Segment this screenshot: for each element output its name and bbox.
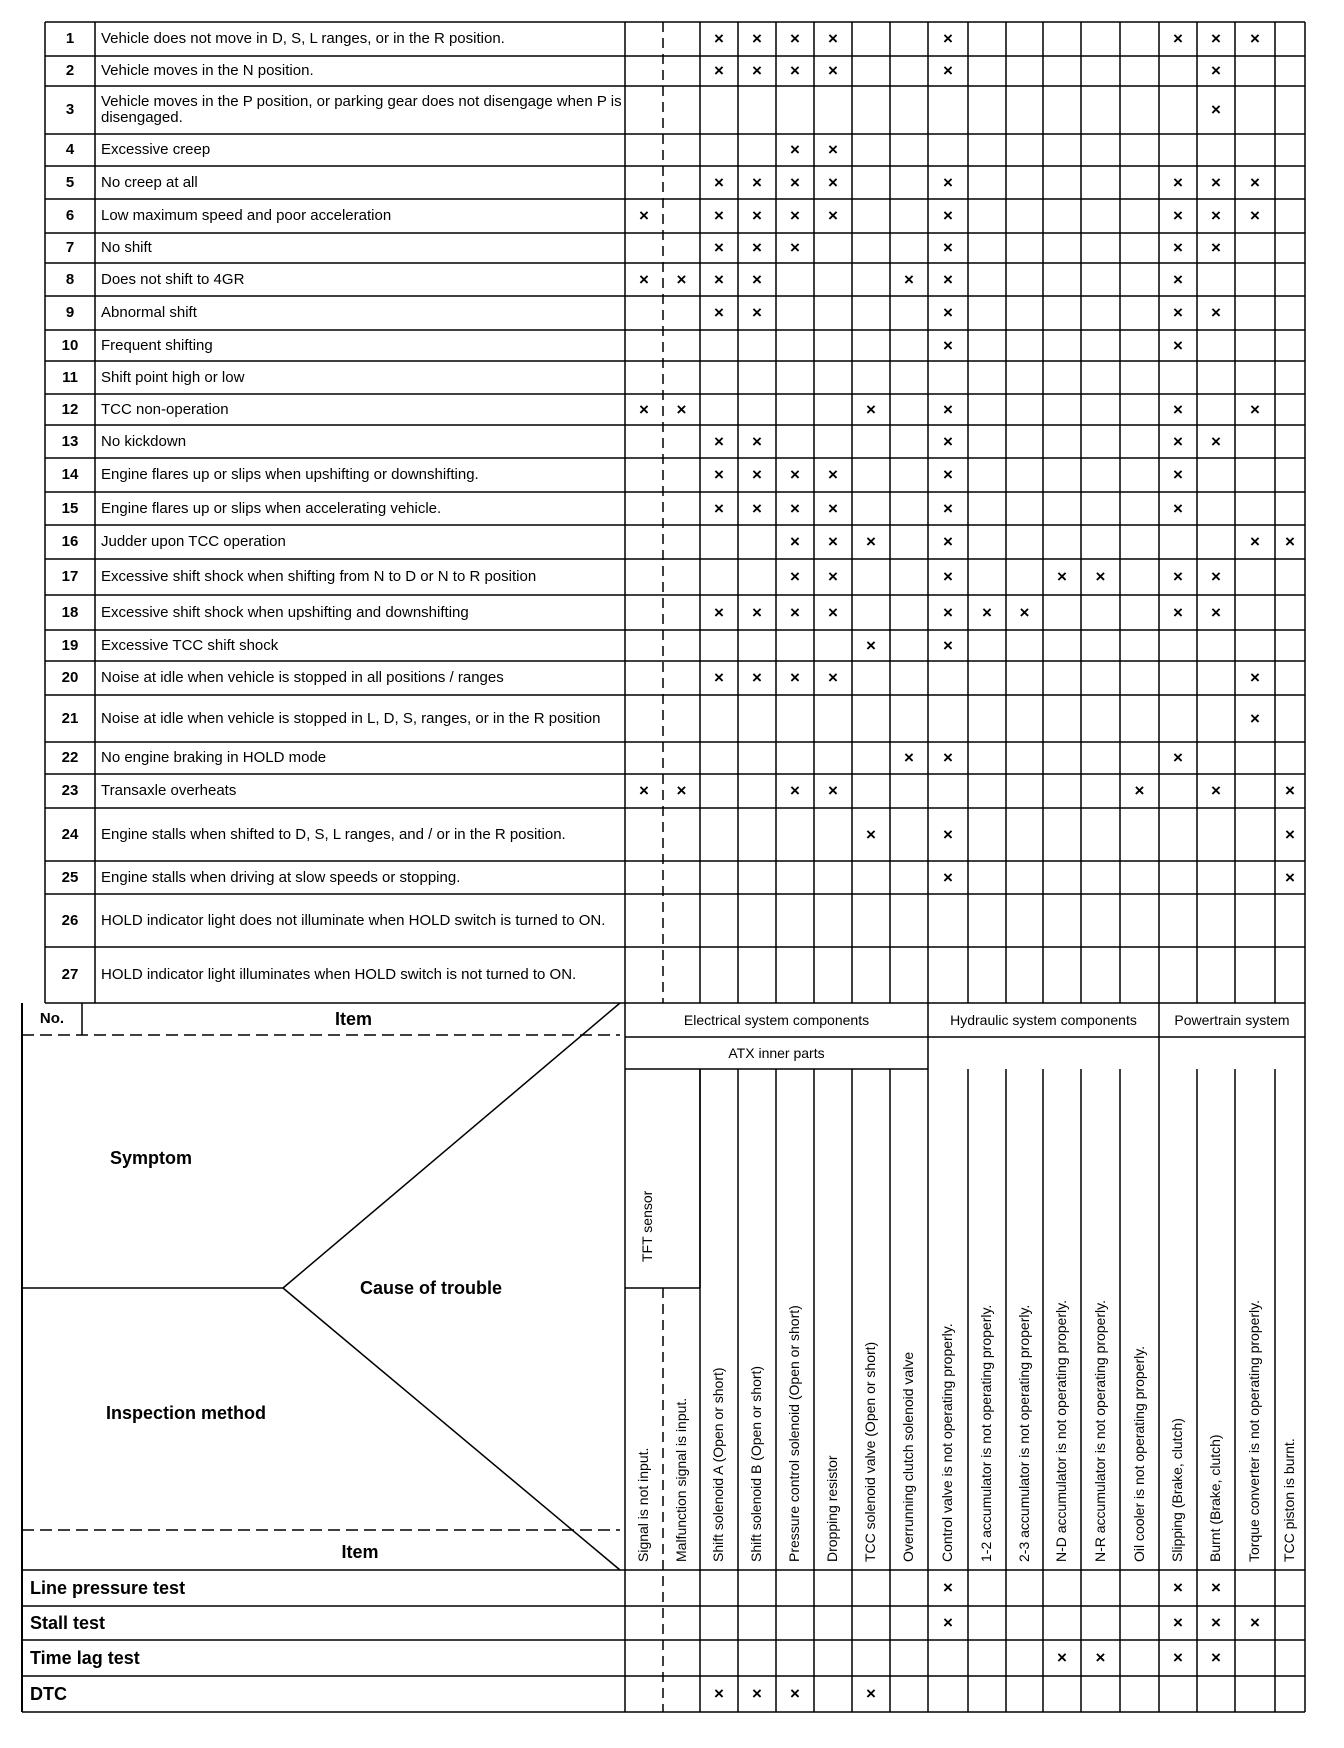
cross-mark: ×	[943, 532, 953, 552]
cross-mark: ×	[752, 238, 762, 258]
cross-mark: ×	[752, 465, 762, 485]
symptom-text: Abnormal shift	[101, 304, 197, 322]
cross-mark: ×	[828, 567, 838, 587]
cross-mark: ×	[714, 61, 724, 81]
cross-mark: ×	[1285, 824, 1295, 844]
symptom-text: Vehicle moves in the P position, or parking gear does not disengage when P is disengaged.	[101, 93, 622, 126]
cross-mark: ×	[1211, 1578, 1221, 1598]
cross-mark: ×	[1211, 29, 1221, 49]
cross-mark: ×	[828, 781, 838, 801]
cross-mark: ×	[1285, 532, 1295, 552]
cross-mark: ×	[828, 465, 838, 485]
cause-column-label: Shift solenoid A (Open or short)	[710, 1367, 726, 1562]
cross-mark: ×	[752, 668, 762, 688]
cross-mark: ×	[714, 465, 724, 485]
cross-mark: ×	[1173, 29, 1183, 49]
row-number: 22	[61, 749, 79, 767]
cross-mark: ×	[1211, 567, 1221, 587]
cross-mark: ×	[1173, 399, 1183, 419]
cross-mark: ×	[866, 824, 876, 844]
symptom-text: Low maximum speed and poor acceleration	[101, 207, 392, 225]
row-number: 15	[61, 499, 79, 517]
symptom-label: Symptom	[110, 1147, 193, 1168]
cross-mark: ×	[1250, 29, 1260, 49]
cause-column-label: TCC piston is burnt.	[1281, 1438, 1297, 1562]
cross-mark: ×	[1250, 1613, 1260, 1633]
cross-mark: ×	[1019, 602, 1030, 622]
cross-mark: ×	[752, 1684, 762, 1704]
cause-column-label: Burnt (Brake, clutch)	[1207, 1434, 1223, 1562]
subgroup-atx: ATX inner parts	[728, 1044, 825, 1061]
cross-mark: ×	[790, 602, 800, 622]
cause-column-label: Malfunction signal is input.	[672, 1397, 689, 1562]
cross-mark: ×	[1211, 431, 1221, 451]
cross-mark: ×	[1173, 748, 1183, 768]
cross-mark: ×	[752, 29, 762, 49]
cross-mark: ×	[1211, 238, 1221, 258]
row-number: 18	[61, 603, 79, 621]
cross-mark: ×	[866, 1684, 876, 1704]
cross-mark: ×	[639, 206, 649, 226]
cross-mark: ×	[1250, 399, 1260, 419]
symptom-text: TCC non-operation	[101, 400, 229, 418]
cross-mark: ×	[790, 567, 800, 587]
cross-mark: ×	[828, 172, 838, 192]
cross-mark: ×	[1285, 781, 1295, 801]
row-number: 6	[65, 207, 75, 225]
cross-mark: ×	[943, 1613, 953, 1633]
cross-mark: ×	[1173, 303, 1183, 323]
cross-mark: ×	[714, 269, 724, 289]
symptom-text: Frequent shifting	[101, 336, 213, 354]
symptom-text: Engine flares up or slips when accelerating vehicle.	[101, 499, 442, 517]
cross-mark: ×	[714, 602, 724, 622]
cross-mark: ×	[790, 29, 800, 49]
row-number: 17	[61, 568, 79, 586]
cross-mark: ×	[1173, 602, 1183, 622]
symptom-text: No creep at all	[101, 173, 198, 191]
cross-mark: ×	[752, 206, 762, 226]
cross-mark: ×	[1285, 867, 1295, 887]
test-label: Time lag test	[30, 1647, 140, 1668]
cross-mark: ×	[943, 498, 953, 518]
cross-mark: ×	[752, 498, 762, 518]
item-header: Item	[334, 1008, 372, 1029]
cross-mark: ×	[676, 781, 687, 801]
group-powertrain: Powertrain system	[1174, 1011, 1290, 1028]
cross-mark: ×	[1173, 238, 1183, 258]
cross-mark: ×	[1173, 1648, 1183, 1668]
row-number: 9	[65, 304, 75, 322]
inspection-label: Inspection method	[106, 1402, 267, 1423]
cause-column-label: Dropping resistor	[824, 1455, 840, 1562]
cross-mark: ×	[1173, 498, 1183, 518]
cross-mark: ×	[1211, 303, 1221, 323]
cross-mark: ×	[828, 668, 838, 688]
cross-mark: ×	[790, 238, 800, 258]
cross-mark: ×	[639, 399, 649, 419]
cross-mark: ×	[714, 668, 724, 688]
cross-mark: ×	[943, 61, 953, 81]
cross-mark: ×	[1095, 1648, 1106, 1668]
cross-mark: ×	[866, 532, 876, 552]
cross-mark: ×	[1250, 668, 1260, 688]
cross-mark: ×	[943, 29, 953, 49]
cross-mark: ×	[1057, 567, 1067, 587]
item-bottom-label: Item	[341, 1541, 379, 1562]
cross-mark: ×	[752, 303, 762, 323]
row-number: 16	[61, 533, 79, 551]
cross-mark: ×	[1173, 567, 1183, 587]
cross-mark: ×	[943, 303, 953, 323]
cross-mark: ×	[714, 498, 724, 518]
row-number: 13	[61, 432, 79, 450]
cross-mark: ×	[828, 498, 838, 518]
row-number: 2	[65, 62, 75, 80]
cross-mark: ×	[943, 431, 953, 451]
cause-label: Cause of trouble	[360, 1277, 503, 1298]
cross-mark: ×	[1211, 602, 1221, 622]
row-number: 8	[65, 270, 75, 288]
symptom-text: Noise at idle when vehicle is stopped in L, D, S, ranges, or in the R position	[101, 709, 601, 727]
cross-mark: ×	[714, 303, 724, 323]
cause-column-label: Slipping (Brake, clutch)	[1169, 1418, 1185, 1562]
cross-mark: ×	[1211, 172, 1221, 192]
cross-mark: ×	[1250, 206, 1260, 226]
cross-mark: ×	[982, 602, 992, 622]
cross-mark: ×	[1173, 206, 1183, 226]
cross-mark: ×	[1211, 1648, 1221, 1668]
cross-mark: ×	[904, 269, 914, 289]
cross-mark: ×	[1173, 465, 1183, 485]
symptom-text: Excessive shift shock when upshifting and downshifting	[101, 603, 469, 621]
cross-mark: ×	[943, 269, 953, 289]
group-electrical: Electrical system components	[683, 1011, 870, 1028]
row-number: 20	[61, 669, 79, 687]
cross-mark: ×	[828, 532, 838, 552]
cross-mark: ×	[943, 635, 953, 655]
cross-mark: ×	[1173, 269, 1183, 289]
cross-mark: ×	[752, 269, 762, 289]
cause-column-label: Torque converter is not operating properly.	[1246, 1300, 1262, 1562]
cause-column-label: Signal is not input.	[635, 1447, 651, 1562]
cross-mark: ×	[943, 602, 953, 622]
cross-mark: ×	[943, 335, 953, 355]
cross-mark: ×	[1173, 431, 1183, 451]
cross-mark: ×	[943, 399, 953, 419]
cross-mark: ×	[790, 498, 800, 518]
cross-mark: ×	[1211, 61, 1221, 81]
cross-mark: ×	[1211, 1613, 1221, 1633]
row-number: 27	[61, 966, 79, 984]
symptom-text: No engine braking in HOLD mode	[101, 749, 327, 767]
cross-mark: ×	[1057, 1648, 1067, 1668]
cross-mark: ×	[1134, 781, 1145, 801]
cross-mark: ×	[790, 465, 800, 485]
row-number: 12	[61, 400, 79, 418]
row-number: 3	[65, 101, 75, 119]
cross-mark: ×	[790, 140, 800, 160]
cross-mark: ×	[676, 269, 687, 289]
cross-mark: ×	[866, 635, 876, 655]
cross-mark: ×	[828, 602, 838, 622]
row-number: 1	[65, 30, 75, 48]
cross-mark: ×	[714, 238, 724, 258]
row-number: 7	[65, 239, 75, 257]
cause-column-label: Shift solenoid B (Open or short)	[748, 1365, 764, 1562]
no-header: No.	[39, 1010, 65, 1028]
cross-mark: ×	[1173, 172, 1183, 192]
cause-column-label: N-R accumulator is not operating properly.	[1091, 1300, 1108, 1562]
cross-mark: ×	[828, 29, 838, 49]
cross-mark: ×	[943, 172, 953, 192]
cause-column-label: 1-2 accumulator is not operating properly.	[978, 1304, 994, 1562]
cross-mark: ×	[943, 867, 953, 887]
cross-mark: ×	[943, 465, 953, 485]
symptom-text: HOLD indicator light does not illuminate when HOLD switch is turned to ON.	[101, 911, 606, 929]
symptom-text: Engine stalls when shifted to D, S, L ranges, and / or in the R position.	[101, 825, 566, 843]
symptom-text: Engine stalls when driving at slow speeds or stopping.	[101, 868, 461, 886]
symptom-text: Noise at idle when vehicle is stopped in all positions / ranges	[101, 669, 504, 687]
symptom-text: Engine flares up or slips when upshifting or downshifting.	[101, 466, 479, 484]
symptom-text: Excessive shift shock when shifting from N to D or N to R position	[101, 568, 537, 586]
cross-mark: ×	[790, 172, 800, 192]
row-number: 21	[61, 709, 79, 727]
symptom-text: Vehicle does not move in D, S, L ranges, or in the R position.	[101, 30, 505, 48]
symptom-text: HOLD indicator light illuminates when HOLD switch is not turned to ON.	[101, 966, 577, 984]
test-label: DTC	[30, 1683, 67, 1704]
row-number: 25	[61, 868, 79, 886]
cross-mark: ×	[752, 602, 762, 622]
cross-mark: ×	[639, 781, 649, 801]
cross-mark: ×	[752, 172, 762, 192]
cross-mark: ×	[752, 61, 762, 81]
symptom-text: No shift	[101, 239, 152, 257]
row-number: 24	[61, 825, 79, 843]
cross-mark: ×	[904, 748, 914, 768]
cross-mark: ×	[866, 399, 876, 419]
row-number: 11	[62, 368, 78, 386]
row-number: 19	[61, 636, 79, 654]
cross-mark: ×	[1173, 1578, 1183, 1598]
row-number: 23	[61, 782, 79, 800]
cause-column-label: N-D accumulator is not operating properly.	[1053, 1300, 1069, 1562]
tft-sensor-label: TFT sensor	[639, 1190, 655, 1262]
row-number: 5	[65, 173, 75, 191]
symptom-text: Does not shift to 4GR	[101, 270, 245, 288]
cross-mark: ×	[1173, 335, 1183, 355]
cross-mark: ×	[1250, 532, 1260, 552]
cross-mark: ×	[1095, 567, 1106, 587]
cross-mark: ×	[943, 206, 953, 226]
cross-mark: ×	[639, 269, 649, 289]
cross-mark: ×	[1173, 1613, 1183, 1633]
cross-mark: ×	[828, 206, 838, 226]
group-hydraulic: Hydraulic system components	[950, 1011, 1137, 1028]
symptom-text: Transaxle overheats	[101, 782, 237, 800]
cross-mark: ×	[752, 431, 762, 451]
cross-mark: ×	[790, 781, 800, 801]
test-label: Line pressure test	[30, 1577, 186, 1598]
cross-mark: ×	[714, 29, 724, 49]
cross-mark: ×	[790, 668, 800, 688]
cross-mark: ×	[790, 1684, 800, 1704]
test-label: Stall test	[30, 1612, 106, 1633]
cross-mark: ×	[714, 172, 724, 192]
symptom-text: Judder upon TCC operation	[101, 533, 286, 551]
symptom-text: Vehicle moves in the N position.	[101, 62, 314, 80]
cross-mark: ×	[1250, 708, 1260, 728]
cross-mark: ×	[943, 748, 953, 768]
grid-line	[283, 1003, 620, 1288]
cause-column-label: Overrunning clutch solenoid valve	[900, 1351, 916, 1562]
cross-mark: ×	[714, 431, 724, 451]
cross-mark: ×	[790, 206, 800, 226]
symptom-text: Excessive creep	[101, 141, 211, 159]
cross-mark: ×	[1211, 781, 1221, 801]
cross-mark: ×	[828, 61, 838, 81]
symptom-text: Excessive TCC shift shock	[101, 636, 279, 654]
symptom-text: Shift point high or low	[101, 368, 245, 386]
cause-column-label: 2-3 accumulator is not operating properly.	[1015, 1304, 1032, 1562]
cause-column-label: TCC solenoid valve (Open or short)	[862, 1341, 878, 1562]
cause-column-label: Oil cooler is not operating properly.	[1130, 1345, 1147, 1562]
row-number: 4	[65, 141, 75, 159]
cross-mark: ×	[714, 206, 724, 226]
cross-mark: ×	[790, 61, 800, 81]
cross-mark: ×	[1211, 100, 1221, 120]
row-number: 10	[61, 336, 79, 354]
cross-mark: ×	[943, 238, 953, 258]
cross-mark: ×	[1250, 172, 1260, 192]
row-number: 14	[61, 466, 79, 484]
cross-mark: ×	[1211, 206, 1221, 226]
row-number: 26	[61, 911, 79, 929]
cross-mark: ×	[943, 567, 953, 587]
cause-column-label: Pressure control solenoid (Open or short)	[786, 1305, 802, 1562]
cross-mark: ×	[676, 399, 687, 419]
cross-mark: ×	[790, 532, 800, 552]
cross-mark: ×	[943, 824, 953, 844]
cross-mark: ×	[828, 140, 838, 160]
cause-column-label: Control valve is not operating properly.	[939, 1323, 955, 1562]
symptom-text: No kickdown	[101, 432, 187, 450]
cross-mark: ×	[714, 1684, 724, 1704]
cross-mark: ×	[943, 1578, 953, 1598]
